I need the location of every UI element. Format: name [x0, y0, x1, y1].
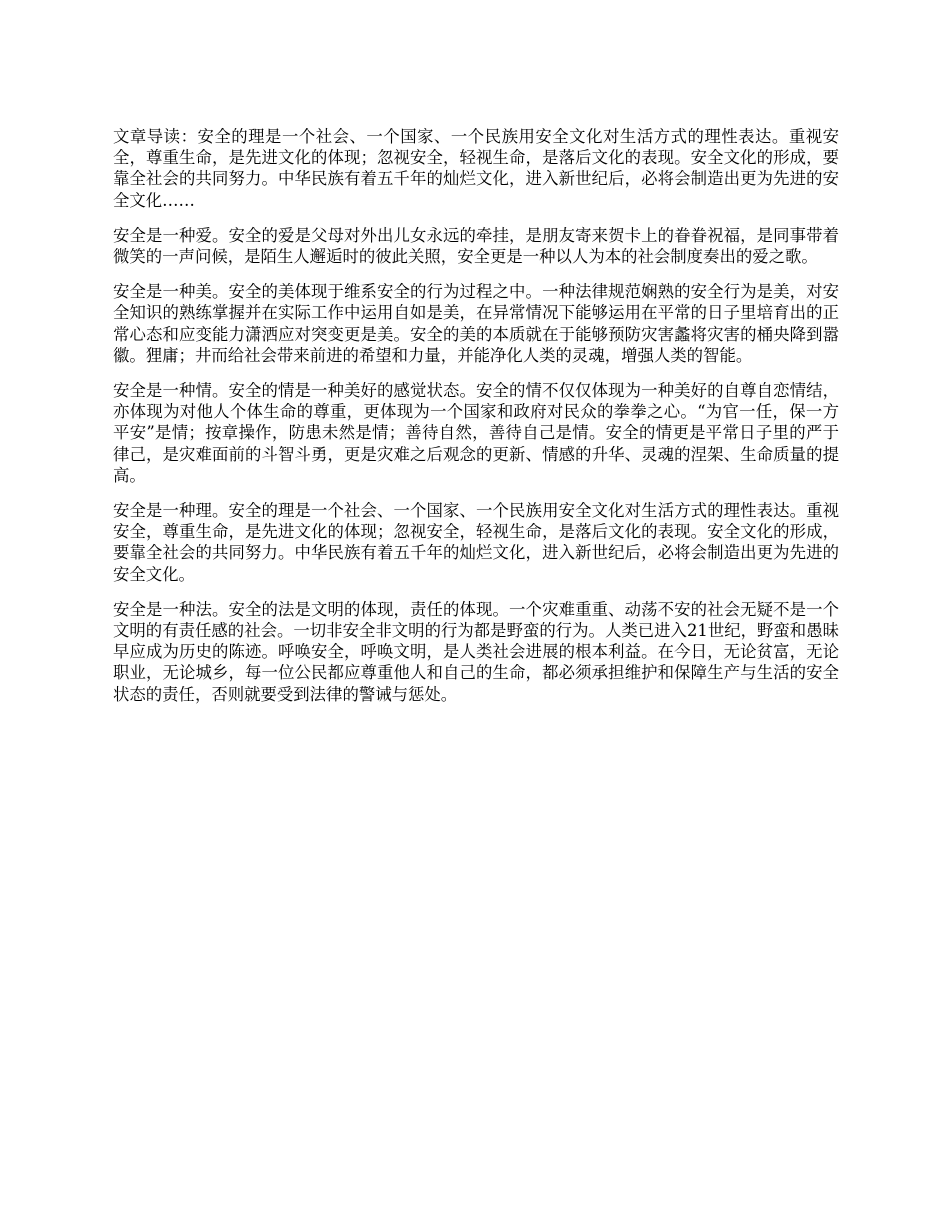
paragraph-emotion: 安全是一种情。安全的情是一种美好的感觉状态。安全的情不仅仅体现为一种美好的自尊自恋情结，亦体现为对他人个体生命的尊重，更体现为一个国家和政府对民众的拳拳之心。“为官一任，保一方平安”是情；按章操作，防患未然是情；善待自然，善待自己是情。安全的情更是平常日子里的严于律己，是灾难面前的斗智斗勇，更是灾难之后观念的更新、情感的升华、灵魂的涅架、生命质量的提高。: [113, 381, 839, 485]
paragraph-law: 安全是一种法。安全的法是文明的体现，责任的体现。一个灾难重重、动荡不安的社会无疑不是一个文明的有责任感的社会。一切非安全非文明的行为都是野蛮的行为。人类已进入21世纪，野蛮和愚昧早应成为历史的陈迹。呼唤安全，呼唤文明，是人类社会进展的根本利益。在今日，无论贫富，无论职业，无论城乡，每一位公民都应尊重他人和自己的生命，都必须承担维护和保障生产与生活的安全状态的责任，否则就要受到法律的警诫与惩处。: [113, 599, 839, 704]
paragraph-reason: 安全是一种理。安全的理是一个社会、一个国家、一个民族用安全文化对生活方式的理性表达。重视安全，尊重生命，是先进文化的体现；忽视安全，轻视生命，是落后文化的表现。安全文化的形成，要靠全社会的共同努力。中华民族有着五千年的灿烂文化，进入新世纪后，必将会制造出更为先进的安全文化。: [113, 501, 839, 584]
document-body: [113, 126, 839, 719]
paragraph-love: 安全是一种爱。安全的爱是父母对外出儿女永远的牵挂，是朋友寄来贺卡上的眷眷祝福，是同事带着微笑的一声问候，是陌生人邂逅时的彼此关照，安全更是一种以人为本的社会制度奏出的爱之歌。: [113, 225, 839, 267]
paragraph-intro: 文章导读：安全的理是一个社会、一个国家、一个民族用安全文化对生活方式的理性表达。重视安全，尊重生命，是先进文化的体现；忽视安全，轻视生命，是落后文化的表现。安全文化的形成，要靠全社会的共同努力。中华民族有着五千年的灿烂文化，进入新世纪后，必将会制造出更为先进的安全文化……: [113, 127, 839, 210]
paragraph-beauty: 安全是一种美。安全的美体现于维系安全的行为过程之中。一种法律规范娴熟的安全行为是美，对安全知识的熟练掌握并在实际工作中运用自如是美，在异常情况下能够运用在平常的日子里培育出的正常心态和应变能力潇洒应对突变更是美。安全的美的本质就在于能够预防灾害蠡将灾害的桶央降到嚣徽。狸庸；井而给社会带来前进的希望和力量，并能净化人类的灵魂，增强人类的智能。: [113, 282, 839, 365]
